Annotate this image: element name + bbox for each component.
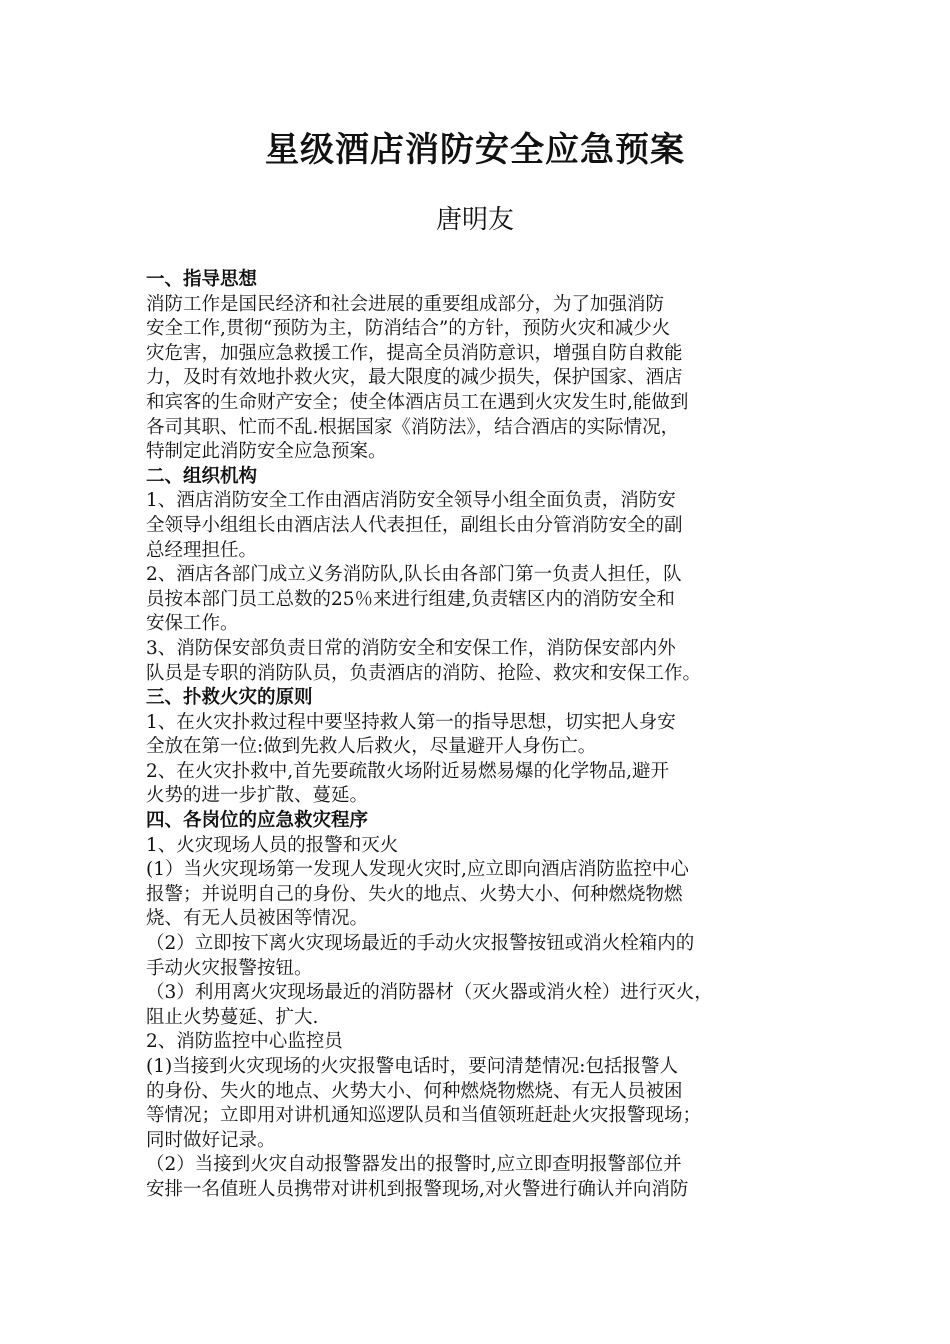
paragraph-line: 特制定此消防安全应急预案。 [146,441,387,463]
paragraph-line: (1)当接到火灾现场的火灾报警电话时，要问清楚情况:包括报警人 [146,1056,678,1077]
paragraph-line: 队员是专职的消防队员，负责酒店的消防、抢险、救灾和安保工作。 [146,662,702,684]
paragraph-line: 2、消防监控中心监控员 [146,1031,343,1053]
paragraph-line: 同时做好记录。 [146,1129,276,1151]
paragraph-line: 安排一名值班人员携带对讲机到报警现场,对火警进行确认并向消防 [146,1178,689,1200]
paragraph-line: 总经理担任。 [146,539,258,561]
paragraph-line: （2）立即按下离火灾现场最近的手动火灾报警按钮或消火栓箱内的 [146,933,695,955]
section-heading: 三、扑救火灾的原则 [146,687,313,709]
document-body [146,268,814,1203]
paragraph-line: 火势的进一步扩散、蔓延。 [146,785,369,807]
paragraph-line: 1、在火灾扑救过程中要坚持救人第一的指导思想，切实把人身安 [146,711,676,733]
paragraph-line: （2）当接到火灾自动报警器发出的报警时,应立即查明报警部位并 [146,1154,682,1176]
section-heading: 一、指导思想 [146,269,258,290]
paragraph-line: 和宾客的生命财产安全；使全体酒店员工在遇到火灾发生时,能做到 [146,391,689,413]
paragraph-line: 消防工作是国民经济和社会进展的重要组成部分，为了加强消防 [146,293,665,315]
paragraph-line: (1）当火灾现场第一发现人发现火灾时,应立即向酒店消防监控中心 [146,859,689,881]
paragraph-line: 报警；并说明自己的身份、失火的地点、火势大小、何种燃烧物燃 [146,883,683,905]
paragraph-line: 全放在第一位:做到先救人后救火，尽量避开人身伤亡。 [146,736,597,758]
document-author: 唐明友 [435,205,514,235]
paragraph-line: 等情况；立即用对讲机通知巡逻队员和当值领班赶赴火灾报警现场； [146,1105,702,1127]
section-heading: 四、各岗位的应急救灾程序 [146,810,369,832]
paragraph-line: 手动火灾报警按钮。 [146,957,313,979]
document-title: 星级酒店消防安全应急预案 [265,130,685,170]
paragraph-line: 阻止火势蔓延、扩大. [146,1006,319,1028]
section-heading: 二、组织机构 [146,465,258,487]
paragraph-line: 2、酒店各部门成立义务消防队,队长由各部门第一负责人担任，队 [146,564,682,586]
paragraph-line: 1、酒店消防安全工作由酒店消防安全领导小组全面负责，消防安 [146,490,676,512]
paragraph-line: 烧、有无人员被困等情况。 [146,908,369,930]
paragraph-line: 1、火灾现场人员的报警和灭火 [146,834,399,856]
paragraph-line: （3）利用离火灾现场最近的消防器材（灭火器或消火栓）进行灭火， [146,982,713,1004]
paragraph-line: 灾危害，加强应急救援工作，提高全员消防意识，增强自防自救能 [146,342,683,364]
paragraph-line: 3、消防保安部负责日常的消防安全和安保工作，消防保安部内外 [146,637,676,659]
paragraph-line: 的身份、失火的地点、火势大小、何种燃烧物燃烧、有无人员被困 [146,1080,683,1102]
paragraph-line: 力，及时有效地扑救火灾，最大限度的减少损失，保护国家、酒店 [146,367,683,389]
paragraph-line: 2、在火灾扑救中,首先要疏散火场附近易燃易爆的化学物品,避开 [146,760,670,782]
paragraph-line: 安保工作。 [146,613,239,635]
paragraph-line: 员按本部门员工总数的25％来进行组建,负责辖区内的消防安全和 [146,588,675,610]
paragraph-line: 各司其职、忙而不乱.根据国家《消防法》，结合酒店的实际情况， [146,416,680,438]
paragraph-line: 全领导小组组长由酒店法人代表担任，副组长由分管消防安全的副 [146,514,683,536]
paragraph-line: 安全工作,贯彻“预防为主，防消结合”的方针，预防火灾和减少火 [146,318,671,340]
